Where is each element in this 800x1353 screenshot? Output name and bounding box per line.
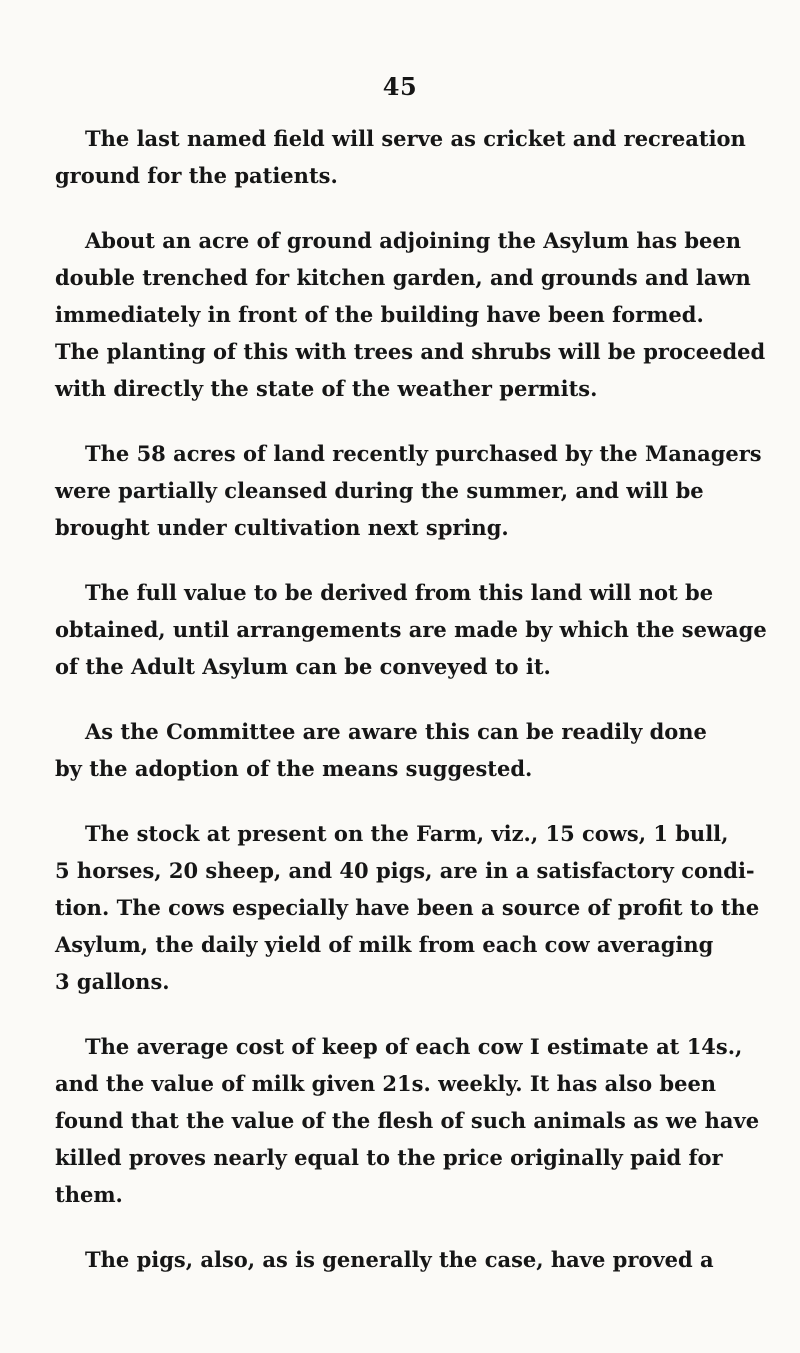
- body-text: [55, 120, 767, 1306]
- text-line: About an acre of ground adjoining the Asylum has been: [85, 228, 742, 253]
- text-line: immediately in front of the building have been formed.: [55, 302, 704, 327]
- text-line: and the value of milk given 21s. weekly. It has also been: [55, 1071, 717, 1096]
- text-line: As the Committee are aware this can be readily done: [85, 719, 707, 744]
- text-line: The average cost of keep of each cow I estimate at 14s.,: [85, 1034, 743, 1059]
- text-line: by the adoption of the means suggested.: [55, 756, 533, 781]
- text-line: The pigs, also, as is generally the case, have proved a: [85, 1247, 714, 1272]
- paragraph-5: [55, 713, 710, 787]
- paragraph-7: [55, 1028, 760, 1213]
- text-line: killed proves nearly equal to the price originally paid for: [55, 1145, 723, 1170]
- text-line: with directly the state of the weather permits.: [55, 376, 598, 401]
- text-line: ground for the patients.: [55, 163, 338, 188]
- paragraph-1: [55, 120, 746, 194]
- text-line: them.: [55, 1182, 123, 1207]
- text-line: brought under cultivation next spring.: [55, 515, 509, 540]
- text-line: double trenched for kitchen garden, and grounds and lawn: [55, 265, 751, 290]
- text-line: The planting of this with trees and shrubs will be proceeded: [55, 339, 766, 364]
- text-line: found that the value of the flesh of such animals as we have: [55, 1108, 760, 1133]
- text-line: Asylum, the daily yield of milk from each cow averaging: [55, 932, 714, 957]
- text-line: The full value to be derived from this land will not be: [85, 580, 714, 605]
- paragraph-3: [55, 435, 762, 546]
- paragraph-8: [55, 1241, 714, 1278]
- text-line: The stock at present on the Farm, viz., 15 cows, 1 bull,: [85, 821, 729, 846]
- text-line: The last named field will serve as cricket and recreation: [85, 126, 746, 151]
- text-line: obtained, until arrangements are made by which the sewage: [55, 617, 767, 642]
- paragraph-4: [55, 574, 767, 685]
- text-line: tion. The cows especially have been a source of profit to the: [55, 895, 760, 920]
- text-line: were partially cleansed during the summer, and will be: [55, 478, 704, 503]
- text-line: of the Adult Asylum can be conveyed to it.: [55, 654, 551, 679]
- text-line: The 58 acres of land recently purchased by the Managers: [85, 441, 762, 466]
- paragraph-6: [55, 815, 760, 1000]
- text-line: 3 gallons.: [55, 969, 170, 994]
- paragraph-2: [55, 222, 766, 407]
- text-line: 5 horses, 20 sheep, and 40 pigs, are in a satisfactory condi-: [55, 858, 755, 883]
- page-number: 45: [382, 72, 418, 101]
